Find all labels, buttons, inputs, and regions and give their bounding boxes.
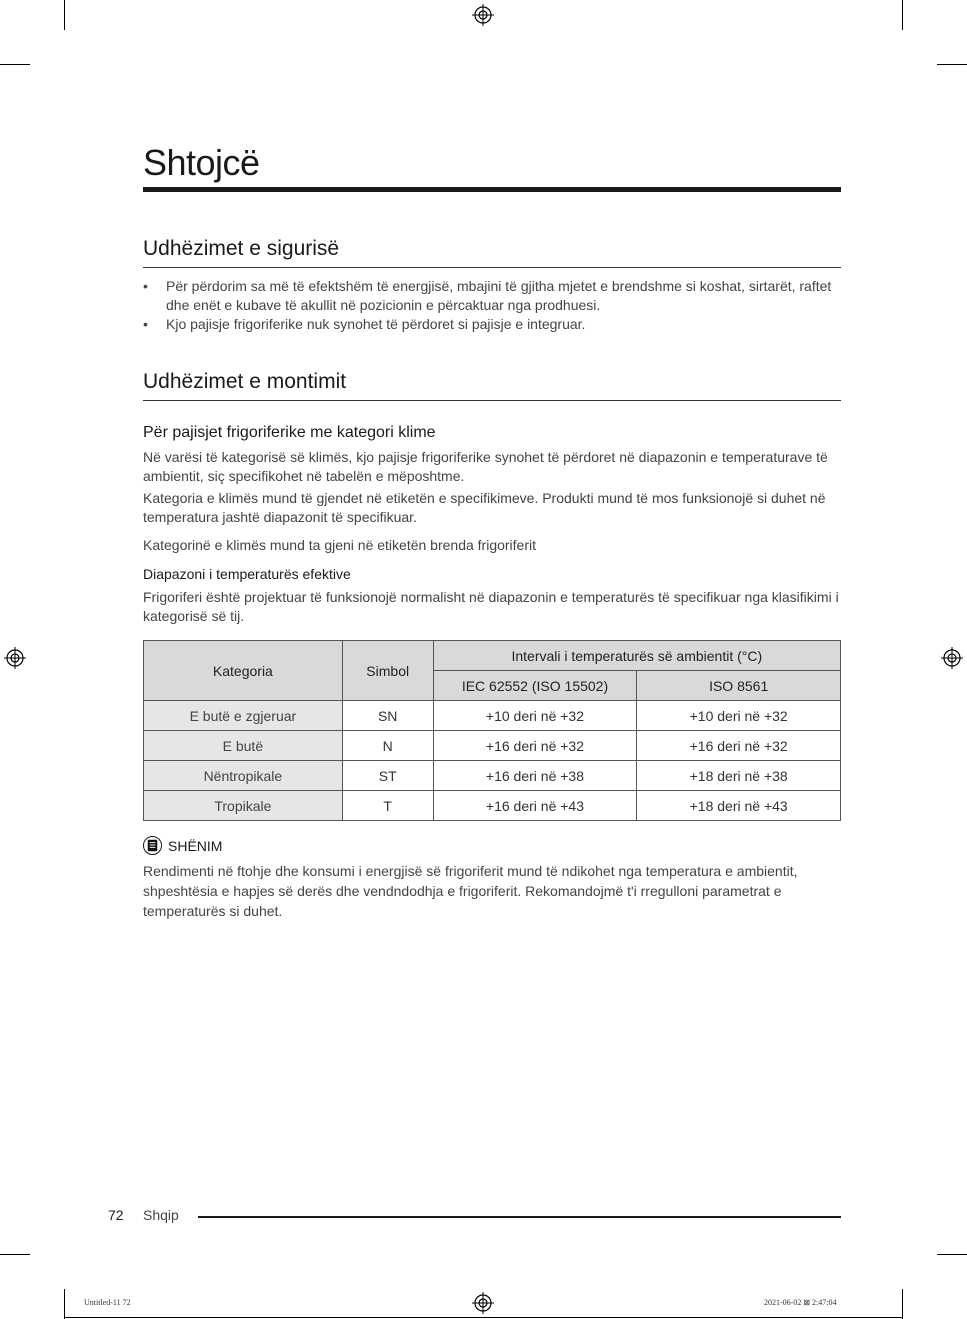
- crop-mark: [64, 1289, 65, 1319]
- table-row: [144, 791, 841, 821]
- paragraph: Kategorinë e klimës mund ta gjeni në etiketën brenda frigoriferit: [143, 537, 536, 553]
- crop-mark: [937, 64, 967, 65]
- range-heading: Diapazoni i temperaturës efektive: [143, 566, 351, 582]
- slug-date: 2021-06-02 ⊠ 2:47:04: [764, 1298, 837, 1307]
- footer-divider: [198, 1216, 841, 1218]
- note-label: SHËNIM: [168, 837, 223, 854]
- table-cell: +16 deri në +43: [433, 791, 637, 821]
- table-cell: E butë e zgjeruar: [144, 701, 343, 731]
- crop-mark: [902, 0, 903, 30]
- paragraph: Kategoria e klimës mund të gjendet në etiketën e specifikimeve. Produkti mund të mos funksionojë si duhet në temperatura jashtë diapazonit të specifikuar.: [143, 490, 826, 525]
- table-row: [144, 731, 841, 761]
- title-divider: [143, 187, 841, 192]
- registration-mark-icon: [941, 647, 963, 669]
- section-divider: [143, 400, 841, 401]
- table-cell: +18 deri në +43: [637, 791, 841, 821]
- list-item: • Për përdorim sa më të efektshëm të energjisë, mbajini të gjitha mjetet e brendshme si koshat, sirtarët, raftet dhe enët e kubave të akullit në pozicionin e përcaktuar nga prodhuesi.: [143, 277, 841, 315]
- crop-mark: [0, 64, 30, 65]
- table-cell: +16 deri në +32: [433, 731, 637, 761]
- table-cell: Nëntropikale: [144, 761, 343, 791]
- climate-subheading: Për pajisjet frigoriferike me kategori klime: [143, 424, 436, 441]
- registration-mark-icon: [4, 647, 26, 669]
- table-cell: ST: [342, 761, 433, 791]
- crop-mark: [64, 0, 65, 30]
- registration-mark-icon: [472, 1292, 494, 1314]
- footer-language: Shqip: [143, 1207, 179, 1223]
- table-cell: +16 deri në +38: [433, 761, 637, 791]
- section-divider: [143, 267, 841, 268]
- table-row: [144, 701, 841, 731]
- table-cell: SN: [342, 701, 433, 731]
- registration-mark-icon: [472, 4, 494, 26]
- crop-mark: [902, 1289, 903, 1319]
- installation-heading: Udhëzimet e montimit: [143, 370, 347, 393]
- page-title: Shtojcë: [143, 142, 260, 183]
- slug-rule: [64, 1317, 903, 1318]
- list-item: • Kjo pajisje frigoriferike nuk synohet të përdoret si pajisje e integruar.: [143, 315, 841, 334]
- page-number: 72: [108, 1207, 124, 1223]
- table-cell: +18 deri në +38: [637, 761, 841, 791]
- note-text: Rendimenti në ftohje dhe konsumi i energjisë së frigoriferit mund të ndikohet nga temperatura e ambientit, shpeshtësia e hapjes së derës dhe vendndodhja e frigoriferit. Rekomandojmë t'i rregulloni parametrat e temperaturës si duhet.: [143, 863, 798, 919]
- table-header: Kategoria: [144, 641, 343, 701]
- table-header: IEC 62552 (ISO 15502): [433, 671, 637, 701]
- crop-mark: [937, 1254, 967, 1255]
- paragraph: Në varësi të kategorisë së klimës, kjo pajisje frigoriferike synohet të përdoret në diapazonin e temperaturave të ambientit, siç specifikohet në tabelën e mëposhtme.: [143, 449, 828, 484]
- climate-table: [143, 640, 841, 821]
- table-cell: +10 deri në +32: [637, 701, 841, 731]
- table-cell: +10 deri në +32: [433, 701, 637, 731]
- slug-file: Untitled-11 72: [84, 1298, 131, 1307]
- safety-heading: Udhëzimet e sigurisë: [143, 237, 340, 260]
- table-cell: Tropikale: [144, 791, 343, 821]
- table-cell: E butë: [144, 731, 343, 761]
- paragraph: Frigoriferi është projektuar të funksionojë normalisht në diapazonin e temperaturës të specifikuar nga klasifikimi i kategorisë së tij.: [143, 589, 839, 624]
- table-cell: T: [342, 791, 433, 821]
- note-header: [143, 836, 222, 855]
- table-header: ISO 8561: [637, 671, 841, 701]
- table-header: Simbol: [342, 641, 433, 701]
- table-cell: +16 deri në +32: [637, 731, 841, 761]
- crop-mark: [0, 1254, 30, 1255]
- table-cell: N: [342, 731, 433, 761]
- note-icon: [143, 836, 162, 855]
- table-header: Intervali i temperaturës së ambientit (°C): [433, 641, 840, 671]
- table-row: [144, 761, 841, 791]
- safety-list: [143, 277, 841, 334]
